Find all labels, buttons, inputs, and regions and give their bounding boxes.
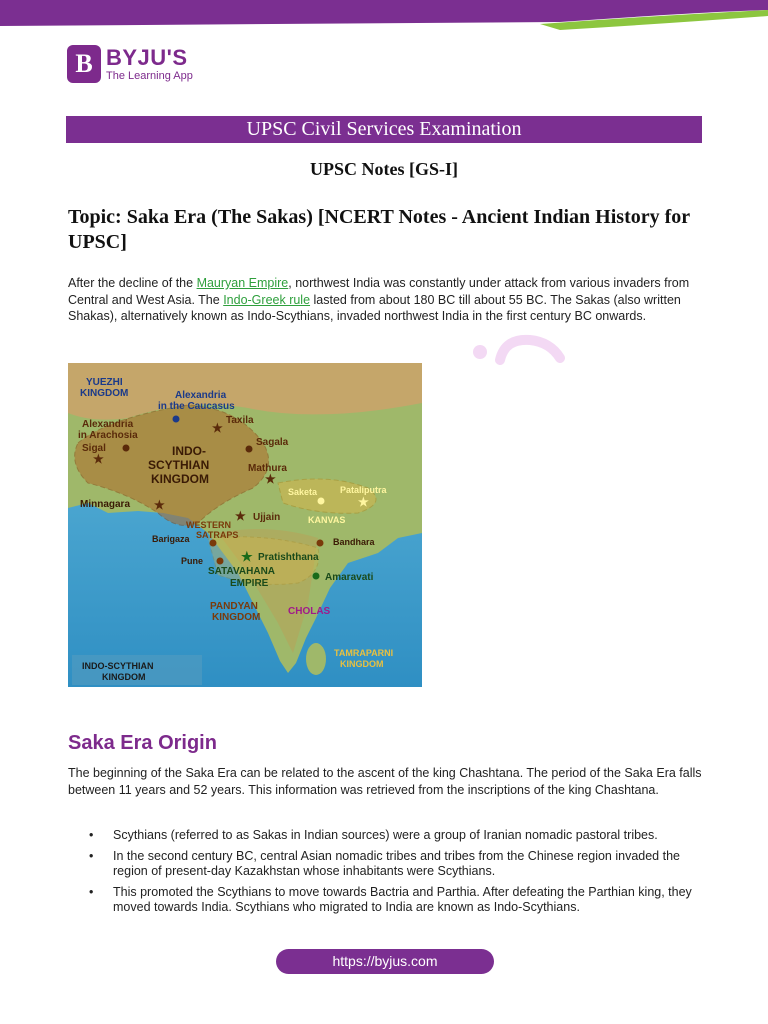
map-marker-barigaza <box>210 540 217 547</box>
map-label-alexandria-arachosia-1: Alexandria <box>82 419 134 430</box>
map-label-pandyan-2: KINGDOM <box>212 612 261 623</box>
page-title: Topic: Saka Era (The Sakas) [NCERT Notes - Ancient Indian History for UPSC] <box>68 206 690 253</box>
map-marker-taxila: ★ <box>212 421 223 435</box>
map-marker-bandhara <box>317 540 324 547</box>
brand-name: BYJU'S <box>106 44 188 70</box>
intro-text-3: lasted from about 180 BC till about 55 BC. The Sakas (also written Shakas), alternatively known as Indo-Scythians, invaded northwest India in the first century BC onwards. <box>68 292 681 323</box>
intro-text-2: , northwest India was constantly under attack from various invaders from Central and West Asia. The <box>68 276 690 307</box>
bullet-icon: • <box>89 828 94 842</box>
map-label-pandyan-1: PANDYAN <box>210 601 258 612</box>
map-label-barigaza: Barigaza <box>152 534 190 544</box>
map-marker-alexandria-caucasus <box>173 416 180 423</box>
intro-paragraph <box>68 275 708 325</box>
map-label-satraps: SATRAPS <box>196 530 239 540</box>
watermark-icon <box>470 330 570 370</box>
indo-greek-rule-link[interactable]: Indo-Greek rule <box>223 292 311 307</box>
map-label-kanvas: KANVAS <box>308 515 346 525</box>
map-label-indo-2: SCYTHIAN <box>148 458 210 472</box>
map-marker-ujjain: ★ <box>235 509 246 523</box>
map-marker-mathura: ★ <box>265 472 276 486</box>
map-marker-pataliputra: ★ <box>358 495 369 509</box>
mauryan-empire-link[interactable]: Mauryan Empire <box>196 276 289 290</box>
origin-paragraph: The beginning of the Saka Era can be related to the ascent of the king Chashtana. The period of the Saka Era falls between 11 years and 52 years. This information was retrieved from the inscriptions of the king Chashtana. <box>68 766 702 797</box>
map-marker-star-1: ★ <box>93 452 104 466</box>
map-label-pataliputra: Pataliputra <box>340 485 387 495</box>
map-legend-2: KINGDOM <box>102 672 146 682</box>
map-label-pratishthana: Pratishthana <box>258 552 319 563</box>
notes-subtitle: UPSC Notes [GS-I] <box>310 159 458 179</box>
origin-bullet-list <box>68 828 708 921</box>
map-label-western: WESTERN <box>186 520 231 530</box>
map-label-ujjain: Ujjain <box>253 512 281 523</box>
map-marker-pratishthana: ★ <box>241 549 253 564</box>
intro-text-1: After the decline of the <box>68 276 197 290</box>
map-marker-saketa <box>318 498 325 505</box>
map-label-tamraparni-2: KINGDOM <box>340 659 384 669</box>
footer-url-link[interactable]: https://byjus.com <box>276 949 494 974</box>
map-label-satavahana-2: EMPIRE <box>230 578 269 589</box>
indo-scythian-map <box>68 363 422 687</box>
list-item: • In the second century BC, central Asian nomadic tribes and tribes from the Chinese region invaded the region of present-day Kazakhstan whose inhabitants were Scythians. <box>89 848 680 878</box>
map-label-sigal: Sigal <box>82 443 106 454</box>
map-marker-sigal <box>123 445 130 452</box>
map-label-pune: Pune <box>181 556 204 566</box>
list-item: • This promoted the Scythians to move towards Bactria and Parthia. After defeating the Parthian king, they moved towards India. Scythians who migrated to India are known as Indo-Scythians. <box>89 884 692 914</box>
map-marker-minnagara: ★ <box>154 498 165 512</box>
map-label-alexandria-caucasus-2: in the Caucasus <box>158 401 235 412</box>
map-label-satavahana-1: SATAVAHANA <box>208 566 276 577</box>
exam-banner: UPSC Civil Services Examination <box>66 116 702 143</box>
map-label-amaravati: Amaravati <box>325 572 374 583</box>
map-label-tamraparni-1: TAMRAPARNI <box>334 648 394 658</box>
bullet-icon: • <box>89 848 94 863</box>
map-marker-pune <box>217 558 224 565</box>
map-label-yuezhi-2: KINGDOM <box>80 388 129 399</box>
map-label-indo-1: INDO- <box>172 444 206 458</box>
map-label-mathura: Mathura <box>248 463 287 474</box>
map-marker-amaravati <box>313 573 320 580</box>
map-label-taxila: Taxila <box>226 415 254 426</box>
map-label-indo-3: KINGDOM <box>151 472 209 486</box>
top-decorative-bar <box>0 0 768 30</box>
map-label-minnagara: Minnagara <box>80 499 131 510</box>
section-heading-origin: Saka Era Origin <box>68 732 217 754</box>
map-label-cholas: CHOLAS <box>288 606 331 617</box>
list-item: • Scythians (referred to as Sakas in Indian sources) were a group of Iranian nomadic pastoral tribes. <box>89 828 658 842</box>
map-label-alexandria-caucasus-1: Alexandria <box>175 390 227 401</box>
map-label-sagala: Sagala <box>256 437 289 448</box>
brand-tagline: The Learning App <box>106 69 193 82</box>
map-label-saketa: Saketa <box>288 487 318 497</box>
sri-lanka <box>306 643 326 675</box>
map-legend-1: INDO-SCYTHIAN <box>82 661 154 671</box>
map-marker-sagala <box>246 446 253 453</box>
map-label-bandhara: Bandhara <box>333 537 375 547</box>
map-label-alexandria-arachosia-2: in Arachosia <box>78 430 138 441</box>
byjus-logo <box>67 45 193 83</box>
bullet-icon: • <box>89 884 94 899</box>
map-label-yuezhi-1: YUEZHI <box>86 377 123 388</box>
logo-mark-icon: B <box>67 45 101 83</box>
